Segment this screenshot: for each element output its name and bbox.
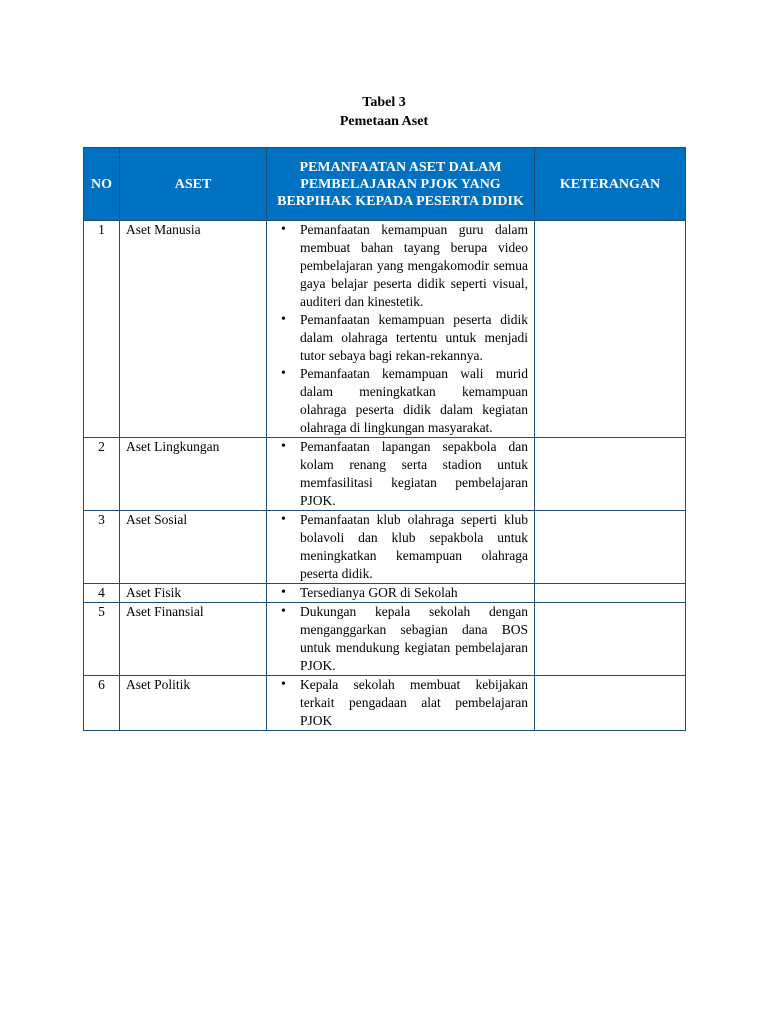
- utilization-list: [273, 603, 528, 675]
- asset-name: Aset Finansial: [120, 603, 267, 676]
- header-pemanfaatan: PEMANFAATAN ASET DALAM PEMBELAJARAN PJOK YANG BERPIHAK KEPADA PESERTA DIDIK: [267, 148, 535, 221]
- row-number: 5: [84, 603, 120, 676]
- table-row: [84, 221, 686, 438]
- table-row: [84, 676, 686, 731]
- table-body: [84, 221, 686, 731]
- asset-utilization: [267, 584, 535, 603]
- asset-utilization: [267, 511, 535, 584]
- table-caption-title: Pemetaan Aset: [339, 114, 429, 129]
- asset-name: Aset Lingkungan: [120, 438, 267, 511]
- utilization-item: • Pemanfaatan klub olahraga seperti klub bolavoli dan klub sepakbola untuk meningkatkan kemampuan olahraga peserta didik.: [273, 511, 528, 583]
- remarks-cell: [535, 603, 686, 676]
- utilization-item: • Pemanfaatan lapangan sepakbola dan kolam renang serta stadion untuk memfasilitasi kegiatan pembelajaran PJOK.: [273, 438, 528, 510]
- asset-name: Aset Fisik: [120, 584, 267, 603]
- asset-mapping-table: [83, 147, 686, 731]
- header-aset: ASET: [120, 148, 267, 221]
- row-number: 3: [84, 511, 120, 584]
- table-row: [84, 584, 686, 603]
- remarks-cell: [535, 584, 686, 603]
- asset-utilization: [267, 438, 535, 511]
- remarks-cell: [535, 438, 686, 511]
- utilization-item: • Tersedianya GOR di Sekolah: [273, 584, 528, 602]
- row-number: 2: [84, 438, 120, 511]
- table-caption-number: Tabel 3: [362, 95, 406, 110]
- asset-name: Aset Manusia: [120, 221, 267, 438]
- row-number: 6: [84, 676, 120, 731]
- header-keterangan: KETERANGAN: [535, 148, 686, 221]
- remarks-cell: [535, 676, 686, 731]
- row-number: 1: [84, 221, 120, 438]
- table-header-row: [84, 148, 686, 221]
- table-row: [84, 511, 686, 584]
- table-row: [84, 438, 686, 511]
- utilization-item: • Pemanfaatan kemampuan peserta didik dalam olahraga tertentu untuk menjadi tutor sebaya bagi rekan-rekannya.: [273, 311, 528, 365]
- table-row: [84, 603, 686, 676]
- utilization-list: [273, 511, 528, 583]
- asset-utilization: [267, 221, 535, 438]
- remarks-cell: [535, 511, 686, 584]
- utilization-list: [273, 676, 528, 730]
- utilization-list: [273, 221, 528, 437]
- remarks-cell: [535, 221, 686, 438]
- utilization-item: • Pemanfaatan kemampuan wali murid dalam meningkatkan kemampuan olahraga peserta didik dalam kegiatan olahraga di lingkungan masyarakat.: [273, 365, 528, 437]
- asset-utilization: [267, 603, 535, 676]
- asset-name: Aset Politik: [120, 676, 267, 731]
- utilization-item: • Dukungan kepala sekolah dengan menganggarkan sebagian dana BOS untuk mendukung kegiatan pembelajaran PJOK.: [273, 603, 528, 675]
- asset-utilization: [267, 676, 535, 731]
- utilization-list: [273, 584, 528, 602]
- utilization-item: • Kepala sekolah membuat kebijakan terkait pengadaan alat pembelajaran PJOK: [273, 676, 528, 730]
- row-number: 4: [84, 584, 120, 603]
- utilization-item: • Pemanfaatan kemampuan guru dalam membuat bahan tayang berupa video pembelajaran yang mengakomodir semua gaya belajar peserta didik seperti visual, auditeri dan kinestetik.: [273, 221, 528, 311]
- asset-name: Aset Sosial: [120, 511, 267, 584]
- utilization-list: [273, 438, 528, 510]
- header-no: NO: [84, 148, 120, 221]
